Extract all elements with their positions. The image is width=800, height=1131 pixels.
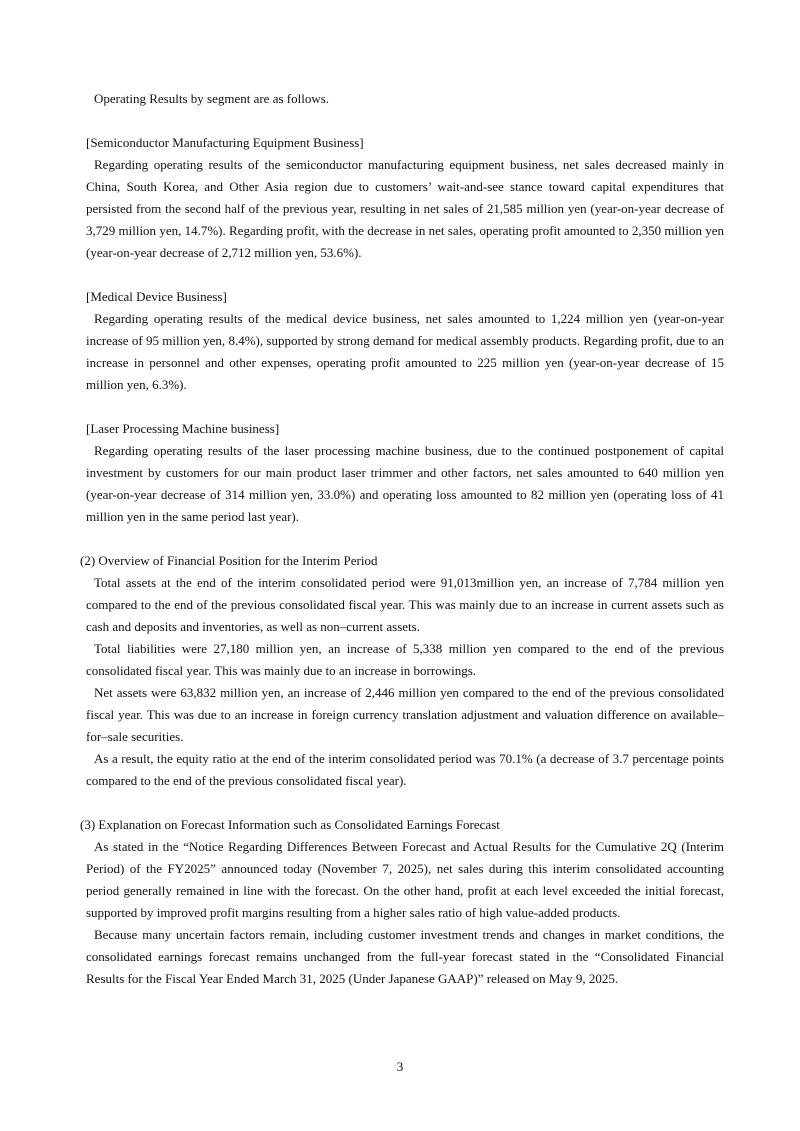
segment-heading-semiconductor: [Semiconductor Manufacturing Equipment Business] bbox=[86, 135, 364, 150]
segment-heading-medical-device: [Medical Device Business] bbox=[86, 289, 227, 304]
segment-body-semiconductor: Regarding operating results of the semiconductor manufacturing equipment business, net sales decreased mainly in China, South Korea, and Other Asia region due to customers’ wait-and-see stance toward capital expenditures that persisted from the second half of the previous year, resulting in net sales of 21,585 million yen (year-on-year decrease of 3,729 million yen, 14.7%). Regarding profit, with the decrease in net sales, operating profit amounted to 2,350 million yen (year-on-year decrease of 2,712 million yen, 53.6%). bbox=[86, 157, 724, 260]
intro-line: Operating Results by segment are as follows. bbox=[94, 91, 330, 106]
segment-body-laser-processing: Regarding operating results of the laser processing machine business, due to the continued postponement of capital investment by customers for our main product laser trimmer and other factors, net sales amounted to 640 million yen (year-on-year decrease of 314 million yen, 33.0%) and operating loss amounted to 82 million yen (operating loss of 41 million yen in the same period last year). bbox=[86, 443, 724, 524]
page-content bbox=[80, 88, 724, 990]
forecast-paragraph-uncertain-factors: Because many uncertain factors remain, including customer investment trends and changes in market conditions, the consolidated earnings forecast remains unchanged from the full-year forecast stated in the “Consolidated Financial Results for the Fiscal Year Ended March 31, 2025 (Under Japanese GAAP)” released on May 9, 2025. bbox=[86, 927, 724, 986]
segment-heading-laser-processing: [Laser Processing Machine business] bbox=[86, 421, 280, 436]
spacer bbox=[80, 528, 724, 550]
page-number: 3 bbox=[396, 1059, 404, 1074]
section-heading-forecast: (3) Explanation on Forecast Information such as Consolidated Earnings Forecast bbox=[80, 817, 500, 832]
spacer bbox=[80, 110, 724, 132]
financial-position-paragraph-equity-ratio: As a result, the equity ratio at the end of the interim consolidated period was 70.1% (a decrease of 3.7 percentage points compared to the end of the previous consolidated fiscal year). bbox=[86, 751, 724, 788]
spacer bbox=[80, 792, 724, 814]
section-heading-financial-position: (2) Overview of Financial Position for the Interim Period bbox=[80, 553, 378, 568]
forecast-paragraph-as-stated: As stated in the “Notice Regarding Differences Between Forecast and Actual Results for the Cumulative 2Q (Interim Period) of the FY2025” announced today (November 7, 2025), net sales during this interim consolidated accounting period generally remained in line with the forecast. On the other hand, profit at each level exceeded the initial forecast, supported by improved profit margins resulting from a higher sales ratio of high value-added products. bbox=[86, 839, 724, 920]
spacer bbox=[80, 396, 724, 418]
spacer bbox=[80, 264, 724, 286]
financial-position-paragraph-total-assets: Total assets at the end of the interim consolidated period were 91,013million yen, an increase of 7,784 million yen compared to the end of the previous consolidated fiscal year. This was mainly due to an increase in current assets such as cash and deposits and inventories, as well as non–current assets. bbox=[86, 575, 724, 634]
segment-body-medical-device: Regarding operating results of the medical device business, net sales amounted to 1,224 million yen (year-on-year increase of 95 million yen, 8.4%), supported by strong demand for medical assembly products. Regarding profit, due to an increase in personnel and other expenses, operating profit amounted to 225 million yen (year-on-year decrease of 15 million yen, 6.3%). bbox=[86, 311, 724, 392]
financial-position-paragraph-net-assets: Net assets were 63,832 million yen, an increase of 2,446 million yen compared to the end of the previous consolidated fiscal year. This was due to an increase in foreign currency translation adjustment and valuation difference on available–for–sale securities. bbox=[86, 685, 724, 744]
financial-position-paragraph-total-liabilities: Total liabilities were 27,180 million yen, an increase of 5,338 million yen compared to the end of the previous consolidated fiscal year. This was mainly due to an increase in borrowings. bbox=[86, 641, 724, 678]
